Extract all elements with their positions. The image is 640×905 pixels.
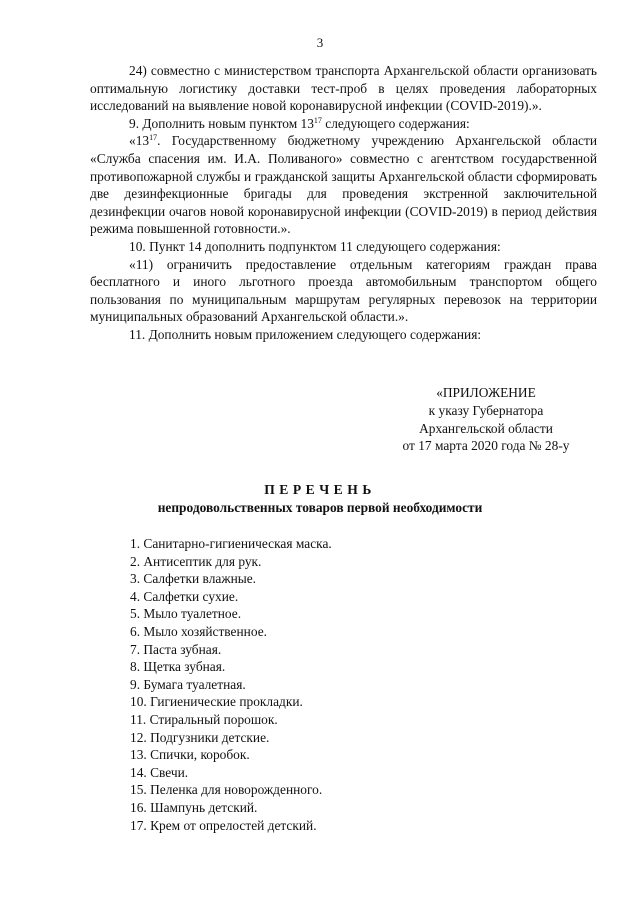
list-subheading: непродовольственных товаров первой необходимости: [157, 500, 483, 515]
list-item: 12. Подгузники детские.: [130, 729, 270, 745]
paragraph-text: 11. Дополнить новым приложением следующего содержания:: [129, 326, 482, 342]
paragraph-text: 10. Пункт 14 дополнить подпунктом 11 следующего содержания:: [129, 238, 501, 254]
list-item: 6. Мыло хозяйственное.: [130, 623, 267, 639]
list-item: 9. Бумага туалетная.: [130, 676, 246, 692]
paragraph-text: «13: [129, 133, 150, 149]
list-item: 13. Спички, коробок.: [130, 747, 250, 763]
goods-list: [130, 535, 332, 834]
list-item: 1. Санитарно-гигиеническая маска.: [130, 536, 332, 551]
superscript: 17: [313, 115, 322, 125]
paragraph-text: «11) ограничить предоставление отдельным категориям граждан права бесплатного и иного льготного проезда автомобильным транспортом общего пользования по муниципальным маршрутам регулярных перевозок на территории муниципальных образований Архангельской области.».: [90, 256, 597, 325]
list-item: 17. Крем от опрелостей детский.: [130, 817, 317, 833]
paragraph-text: 9. Дополнить новым пунктом 13: [129, 115, 314, 131]
list-title: [0, 481, 640, 517]
list-item: 7. Паста зубная.: [130, 641, 222, 657]
list-item: 3. Салфетки влажные.: [130, 571, 257, 587]
appendix-region: Архангельской области: [419, 420, 553, 436]
appendix-header: [370, 384, 602, 455]
list-item: 16. Шампунь детский.: [130, 799, 258, 815]
appendix-label: «ПРИЛОЖЕНИЕ: [436, 385, 536, 400]
page-number: 3: [316, 35, 324, 50]
list-item: 8. Щетка зубная.: [130, 659, 226, 675]
paragraph-item-24: [90, 62, 597, 115]
list-heading: ПЕРЕЧЕНЬ: [264, 482, 376, 497]
paragraph-point-10: [90, 238, 597, 256]
paragraph-point-11: [90, 326, 597, 344]
paragraph-text: 24) совместно с министерством транспорта Архангельской области организовать оптимальную логистику доставки тест-проб в целях проведения лабораторных исследований на выявление новой коронавирусной инфекции (COVID-2019).».: [90, 63, 597, 114]
paragraph-text: следующего содержания:: [321, 115, 470, 131]
document-body: [90, 62, 597, 344]
paragraph-point-9: [90, 115, 597, 133]
paragraph-point-13-17: [90, 132, 597, 238]
paragraph-subpoint-11: [90, 256, 597, 326]
appendix-date: от 17 марта 2020 года № 28-у: [402, 438, 570, 454]
list-item: 11. Стиральный порошок.: [130, 711, 278, 727]
list-item: 15. Пеленка для новорожденного.: [130, 782, 323, 798]
list-item: 4. Салфетки сухие.: [130, 588, 239, 604]
list-item: 10. Гигиенические прокладки.: [130, 694, 303, 710]
appendix-decree: к указу Губернатора: [428, 402, 544, 418]
list-item: 2. Антисептик для рук.: [130, 553, 262, 569]
paragraph-text: . Государственному бюджетному учреждению Архангельской области «Служба спасения им. И.А. Поливаного» совместно с агентством государственной противопожарной службы и гражданской защиты Архангельской области сформировать две дезинфекционные бригады для проведения экстренной заключительной дезинфекции очагов новой коронавирусной инфекции (COVID-2019) в период действия режима повышенной готовности.».: [90, 133, 597, 237]
list-item: 14. Свечи.: [130, 764, 189, 780]
superscript: 17: [149, 133, 158, 143]
list-item: 5. Мыло туалетное.: [130, 606, 242, 622]
